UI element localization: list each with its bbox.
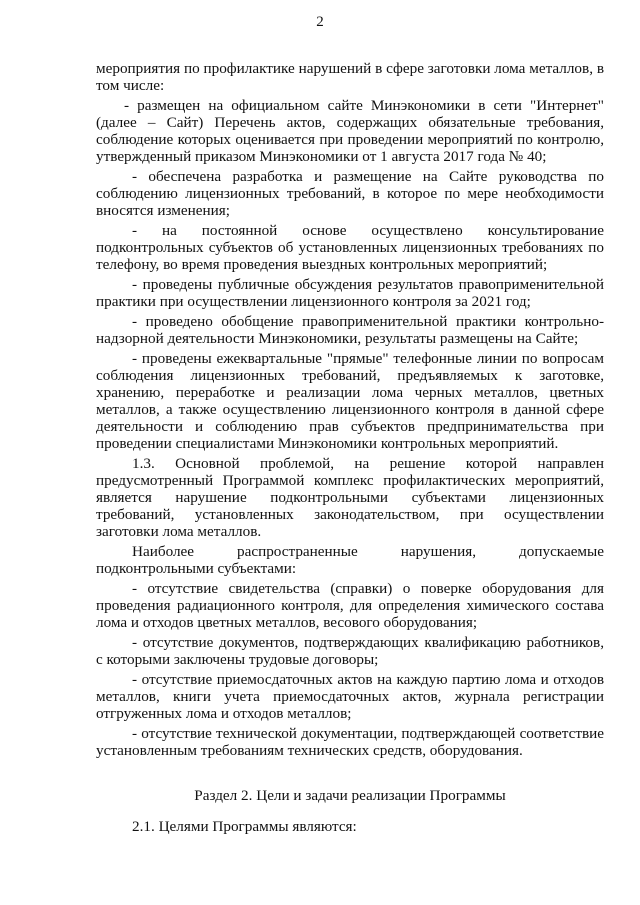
- paragraph-goals: 2.1. Целями Программы являются:: [132, 818, 357, 835]
- paragraph-bullet-4: - проведены публичные обсуждения результатов правоприменительной практики при осуществлении лицензионного контроля за 2021 год;: [96, 276, 604, 310]
- page-number: 2: [316, 14, 324, 30]
- paragraph-bullet-5: - проведено обобщение правоприменительной практики контрольно-надзорной деятельности Минэкономики, результаты размещены на Сайте;: [96, 313, 604, 347]
- document-body: [96, 60, 604, 838]
- paragraph-violation-3: - отсутствие приемосдаточных актов на каждую партию лома и отходов металлов, книги учета приемосдаточных актов, журнала регистрации отгруженных лома и отходов металлов;: [96, 671, 604, 722]
- paragraph-section-1-3: 1.3. Основной проблемой, на решение которой направлен предусмотренный Программой комплекс профилактических мероприятий, является нарушение подконтрольными субъектами лицензионных требований, установленных законодательством, при осуществлении заготовки лома металлов.: [96, 455, 604, 540]
- paragraph-bullet-1: - размещен на официальном сайте Минэкономики в сети "Интернет" (далее – Сайт) Перечень актов, содержащих обязательные требования, соблюдение которых оценивается при проведении мероприятий по контролю, утвержденный приказом Минэкономики от 1 августа 2017 года № 40;: [96, 97, 604, 165]
- section-heading: Раздел 2. Цели и задачи реализации Программы: [194, 787, 506, 804]
- paragraph-bullet-6: - проведены ежеквартальные "прямые" телефонные линии по вопросам соблюдения лицензионных требований, предъявляемых к заготовке, хранению, переработке и реализации лома черных металлов, цветных металлов, а также осуществлению лицензионного контроля в данной сфере деятельности и соблюдению прав субъектов предпринимательства при проведении специалистами Минэкономики контрольных мероприятий.: [96, 350, 604, 452]
- paragraph-violation-4: - отсутствие технической документации, подтверждающей соответствие установленным требованиям технических средств, оборудования.: [96, 725, 604, 759]
- paragraph-bullet-2: - обеспечена разработка и размещение на Сайте руководства по соблюдению лицензионных требований, в которое по мере необходимости вносятся изменения;: [96, 168, 604, 219]
- paragraph-violation-2: - отсутствие документов, подтверждающих квалификацию работников, с которыми заключены трудовые договоры;: [96, 634, 604, 668]
- paragraph-bullet-3: - на постоянной основе осуществлено консультирование подконтрольных субъектов об установленных лицензионных требованиях по телефону, во время проведения выездных контрольных мероприятий;: [96, 222, 604, 273]
- paragraph-violations-intro: Наиболее распространенные нарушения, допускаемые подконтрольными субъектами:: [96, 543, 604, 577]
- paragraph-intro: мероприятия по профилактике нарушений в сфере заготовки лома металлов, в том числе:: [96, 60, 604, 94]
- paragraph-violation-1: - отсутствие свидетельства (справки) о поверке оборудования для проведения радиационного контроля, для определения химического состава лома и отходов цветных металлов, весового оборудования;: [96, 580, 604, 631]
